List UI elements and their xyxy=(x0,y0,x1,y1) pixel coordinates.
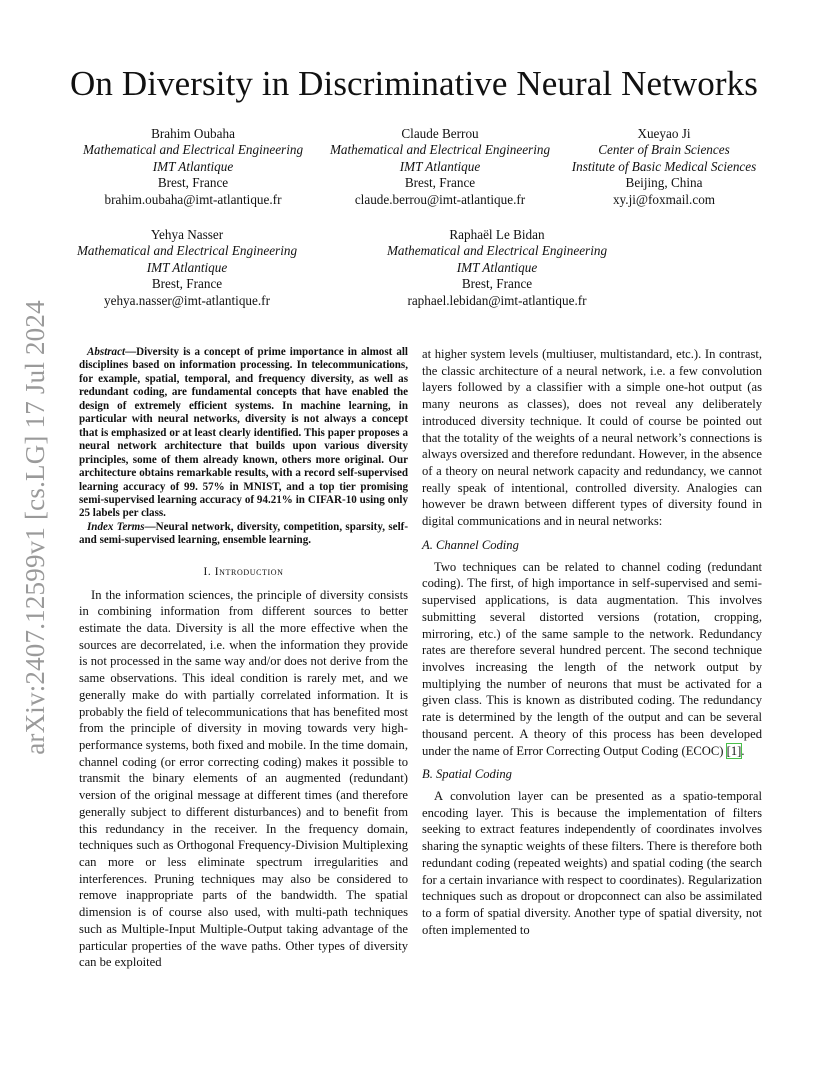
index-terms-lead: Index Terms xyxy=(87,520,145,533)
author-department: Mathematical and Electrical Engineering xyxy=(76,243,298,259)
author-city: Brest, France xyxy=(461,276,533,292)
author-institution: IMT Atlantique xyxy=(456,259,538,275)
channel-coding-text: Two techniques can be related to channel coding (redundant coding). The first, of high importance in self-supervised and semi-supervised applications, is data augmentation. This involves submitting several distorted versions (rotation, cropping, mirroring, etc.) of the same sample to the network. Redundancy rates are therefore several hundred percent. The second technique involves increasing the length of the network output by multiplying the number of neurons that must be activated for a given class. This is known as distributed coding. The redundancy rate is determined by the length of the output and can be several thousand percent. A theory of this process has been developed under the name of Error Correcting Output Coding (ECOC) xyxy=(422,559,762,758)
author-department: Mathematical and Electrical Engineering xyxy=(329,142,551,158)
author-block-2 xyxy=(325,126,555,208)
citation-link[interactable]: [1] xyxy=(726,743,742,758)
author-block-1 xyxy=(78,126,308,208)
arxiv-identifier: arXiv:2407.12599v1 [cs.LG] 17 Jul 2024 xyxy=(19,299,50,755)
author-department: Mathematical and Electrical Engineering xyxy=(82,142,304,158)
author-block-3 xyxy=(564,126,764,208)
channel-coding-end: . xyxy=(741,743,745,758)
index-terms xyxy=(79,521,408,548)
author-name: Xueyao Ji xyxy=(637,126,691,141)
arxiv-stamp xyxy=(18,296,52,758)
section-heading-introduction: I. Introduction xyxy=(203,565,284,578)
intro-paragraph-continued: at higher system levels (multiuser, multistandard, etc.). In contrast, the classic architecture of a neural network, i.e. a few convolution layers followed by a classifier with a simple one-hot output (as many neurons as classes), does not reveal any deliberately introduced diversity technique. It could of course be pointed out that the totality of the weights of a neural network’s connections is always oversized and therefore redundant. However, in the absence of a theory on neural network capacity and redundancy, we cannot really speak of intentional, controlled diversity. Analogies can however be drawn between different types of diversity found in digital communications and in neural networks: xyxy=(422,347,762,529)
subsection-heading-spatial-coding: B. Spatial Coding xyxy=(422,767,512,782)
author-institution: IMT Atlantique xyxy=(152,158,234,174)
spatial-coding-paragraph: A convolution layer can be presented as a spatio-temporal encoding layer. This is because the implementation of filters seeking to extract features independently of coordinates involves sharing the synaptic weights of these filters. There is therefore both redundant coding (repeated weights) and spatial coding (the search for a certain invariance with respect to coordinates). Regularization techniques such as dropout or dropconnect can also be assimilated to a form of spatial diversity. Another type of spatial diversity, not often implemented to xyxy=(422,788,762,937)
intro-paragraph: In the information sciences, the principle of diversity consists in combining information from different sources to better estimate the data. Diversity is all the more effective when the sources are decorrelated, i.e. when the information they provide is not processed in the same way and/or does not derive from the same observations. This ideal condition is rarely met, and we generally make do with partially correlated information. It is probably the field of telecommunications that has benefited most from the principle of diversity in moving towards very high-performance systems, both fixed and mobile. In the time domain, channel coding (or error correcting coding) makes it possible to transmit the binary elements of an augmented (redundant) version of the original message at different times (and therefore generally subject to different disturbances) and to benefit from this redundancy in the receiver. In the frequency domain, techniques such as Orthogonal Frequency-Division Multiplexing can more or less eliminate spectrum irregularities and interferences. Pruning techniques may also be considered to remove inappropriate parts of the bandwidth. The spatial dimension is of course also used, with multi-path techniques such as Multiple-Input Multiple-Output taking advantage of the particular properties of the wave paths. Other types of diversity can be exploited xyxy=(79,587,408,970)
author-email[interactable]: xy.ji@foxmail.com xyxy=(612,191,716,207)
right-column xyxy=(422,346,762,938)
author-email[interactable]: yehya.nasser@imt-atlantique.fr xyxy=(104,292,270,308)
channel-coding-paragraph xyxy=(422,559,762,760)
author-name: Claude Berrou xyxy=(401,126,479,141)
author-email[interactable]: claude.berrou@imt-atlantique.fr xyxy=(354,191,526,207)
author-department: Mathematical and Electrical Engineering xyxy=(386,243,608,259)
author-email[interactable]: raphael.lebidan@imt-atlantique.fr xyxy=(407,292,587,308)
author-city: Beijing, China xyxy=(625,175,703,191)
abstract-lead: Abstract xyxy=(87,346,126,358)
author-city: Brest, France xyxy=(404,175,476,191)
author-city: Brest, France xyxy=(157,175,229,191)
author-institution: IMT Atlantique xyxy=(146,259,228,275)
author-email[interactable]: brahim.oubaha@imt-atlantique.fr xyxy=(104,191,282,207)
index-terms-text: —Neural network, diversity, competition, sparsity, self- and semi-supervised learning, ensemble learning. xyxy=(79,520,409,547)
abstract-text: —Diversity is a concept of prime importance in almost all disciplines based on information processing. In telecommunications, for example, spatial, temporal, and frequency diversity, as well as redundant coding, are fundamental concepts that have enabled the design of extremely efficient systems. In machine learning, in particular with neural networks, diversity is not always a concept that is emphasized or at least clearly identified. This paper proposes a neural network architecture that builds upon various diversity principles, some of them already known, others more original. Our architecture obtains remarkable results, with a record self-supervised learning accuracy of 99. 57% in MNIST, and a top tier promising semi-supervised learning accuracy of 94.21% in CIFAR-10 using only 25 labels per class. xyxy=(79,346,408,520)
author-city: Brest, France xyxy=(151,276,223,292)
author-name: Yehya Nasser xyxy=(150,227,224,242)
author-block-5 xyxy=(380,227,614,309)
abstract xyxy=(79,346,408,521)
paper-title: On Diversity in Discriminative Neural Networks xyxy=(70,64,758,103)
subsection-heading-channel-coding: A. Channel Coding xyxy=(422,537,519,552)
left-column xyxy=(79,346,408,971)
author-name: Brahim Oubaha xyxy=(151,126,235,141)
author-name: Raphaël Le Bidan xyxy=(449,227,545,242)
author-institution: IMT Atlantique xyxy=(399,158,481,174)
author-department: Center of Brain Sciences xyxy=(598,142,730,158)
author-institution: Institute of Basic Medical Sciences xyxy=(571,158,757,174)
author-block-4 xyxy=(70,227,304,309)
